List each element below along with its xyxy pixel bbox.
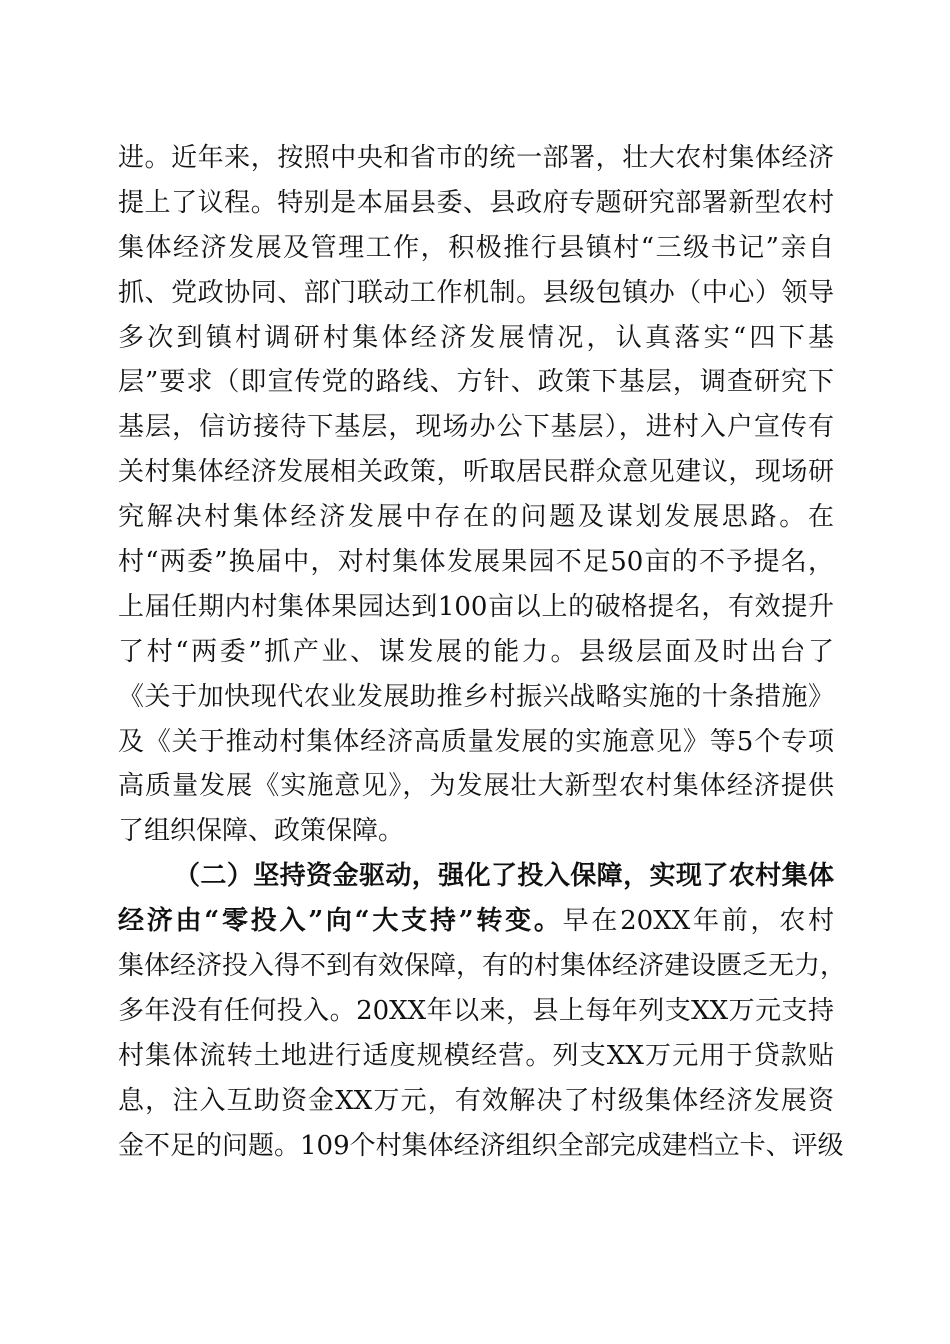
text-line: [118, 899, 834, 944]
text-line: 高质量发展《实施意见》，为发展壮大新型农村集体经济提供: [118, 771, 834, 802]
text-line: 抓、党政协同、部门联动工作机制。县级包镇办（中心）领导: [118, 277, 834, 308]
text-line: 了组织保障、政策保障。: [118, 816, 405, 847]
section-heading: （二）坚持资金驱动，强化了投入保障，实现了农村集体: [174, 861, 834, 892]
text-line: 村集体流转土地进行适度规模经营。列支XX万元用于贷款贴: [118, 1040, 834, 1071]
text-line: 上届任期内村集体果园达到100亩以上的破格提名，有效提升: [118, 591, 834, 622]
paragraph-funding-drive: [118, 854, 847, 1168]
text-line: 多次到镇村调研村集体经济发展情况，认真落实“四下基: [118, 322, 834, 353]
text-line: 究解决村集体经济发展中存在的问题及谋划发展思路。在: [118, 502, 834, 533]
text-line: 进。近年来，按照中央和省市的统一部署，壮大农村集体经济: [118, 143, 834, 173]
paragraph-party-leadership: [118, 136, 834, 854]
text-line: 《关于加快现代农业发展助推乡村振兴战略实施的十条措施》: [118, 681, 834, 712]
section-heading-continued: 经济由“零投入”向“大支持”转变。: [118, 906, 563, 937]
text-line: 多年没有任何投入。20XX年以来，县上每年列支XX万元支持: [118, 995, 834, 1026]
text-run: 早在20XX年前，农村: [562, 906, 834, 937]
text-line: 集体经济投入得不到有效保障，有的村集体经济建设匮乏无力，: [118, 951, 847, 982]
text-line: 及《关于推动村集体经济高质量发展的实施意见》等5个专项: [118, 726, 834, 757]
text-line: 基层，信访接待下基层，现场办公下基层），进村入户宣传有: [118, 412, 834, 443]
text-line: 金不足的问题。109个村集体经济组织全部完成建档立卡、评级: [118, 1130, 844, 1161]
text-line: 集体经济发展及管理工作，积极推行县镇村“三级书记”亲自: [118, 232, 834, 263]
text-line: 关村集体经济发展相关政策，听取居民群众意见建议，现场研: [118, 457, 834, 488]
text-line: 息，注入互助资金XX万元，有效解决了村级集体经济发展资: [118, 1085, 834, 1116]
text-line: 了村“两委”抓产业、谋发展的能力。县级层面及时出台了: [118, 636, 834, 667]
text-line: 层”要求（即宣传党的路线、方针、政策下基层，调查研究下: [118, 367, 834, 398]
text-line: 村“两委”换届中，对村集体发展果园不足50亩的不予提名，: [118, 547, 834, 578]
text-line: 提上了议程。特别是本届县委、县政府专题研究部署新型农村: [118, 187, 834, 218]
document-page: [118, 136, 847, 1168]
